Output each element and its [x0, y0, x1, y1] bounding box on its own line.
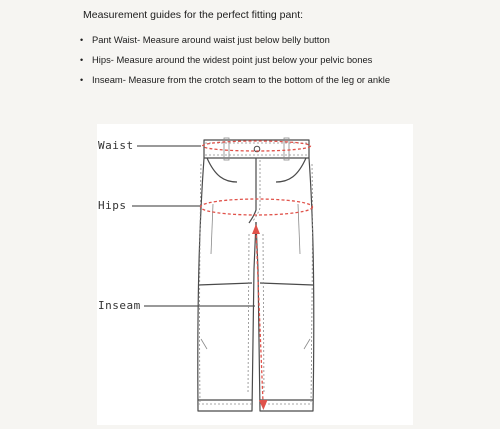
left-knee-detail: [201, 339, 207, 349]
pants-illustration: [97, 124, 413, 425]
left-inseam-stitch: [248, 234, 249, 394]
arrow-up-icon: [252, 224, 260, 234]
guide-item-waist: [78, 33, 390, 53]
left-side-stitch: [200, 164, 201, 404]
waist-label: Waist: [98, 139, 134, 152]
hips-label: Hips: [98, 199, 127, 212]
intro-text: Measurement guides for the perfect fitting pant:: [83, 9, 304, 21]
bullet: •: [80, 55, 84, 65]
bullet: •: [80, 35, 84, 45]
pants-outline: [198, 140, 314, 411]
right-inseam-stitch: [263, 234, 264, 394]
right-knee-detail: [304, 339, 310, 349]
pant-measurement-diagram: [97, 124, 413, 425]
guide-item-hips: [78, 53, 390, 73]
guide-text: Hips- Measure around the widest point just below your pelvic bones: [92, 54, 373, 65]
right-knee-seam: [260, 283, 313, 285]
right-pocket: [276, 158, 306, 182]
guide-text: Inseam- Measure from the crotch seam to the bottom of the leg or ankle: [92, 74, 391, 85]
guide-item-inseam: [78, 73, 390, 93]
right-crease: [298, 204, 300, 254]
leader-lines: [132, 146, 255, 306]
guide-list: [78, 33, 390, 93]
fly-seam: [249, 158, 256, 223]
inseam-label: Inseam: [98, 299, 141, 312]
left-pocket: [207, 158, 237, 182]
bullet: •: [80, 75, 84, 85]
left-knee-seam: [198, 283, 252, 285]
guide-text: Pant Waist- Measure around waist just below belly button: [92, 34, 330, 45]
